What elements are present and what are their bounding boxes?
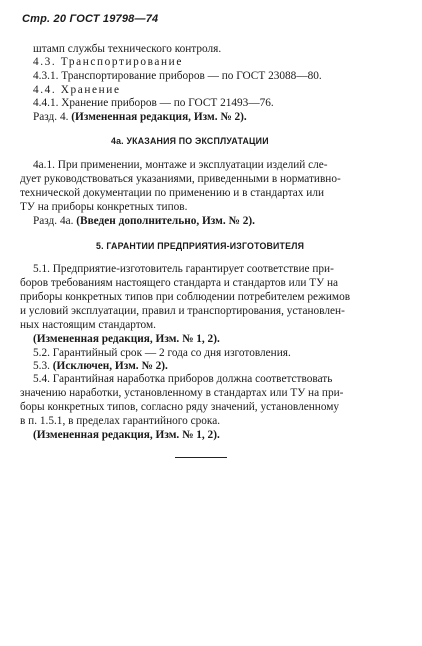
note-text: (Измененная редакция, Изм. № 2). xyxy=(71,111,247,123)
amendment-note: (Измененная редакция, Изм. № 1, 2). xyxy=(33,429,220,441)
clause-number: 5.3. xyxy=(33,360,50,372)
text-line: 5.2. Гарантийный срок — 2 года со дня изготовления. xyxy=(33,347,291,359)
end-rule xyxy=(175,457,227,458)
text-line: 4.3.1. Транспортирование приборов — по ГОСТ 23088—80. xyxy=(33,70,322,82)
note-text: (Введен дополнительно, Изм. № 2). xyxy=(76,215,255,227)
text-line: технической документации по применению и в стандартах или xyxy=(20,187,325,199)
note-prefix: Разд. 4. xyxy=(33,111,69,123)
text-line: 5.1. Предприятие-изготовитель гарантирует соответствие при- xyxy=(33,263,334,275)
page-header: Стр. 20 ГОСТ 19798—74 xyxy=(22,13,159,25)
text-line: ных настоящим стандартом. xyxy=(20,319,156,331)
section-heading-5: 5. ГАРАНТИИ ПРЕДПРИЯТИЯ-ИЗГОТОВИТЕЛЯ xyxy=(96,241,305,251)
section-heading-4a: 4а. УКАЗАНИЯ ПО ЭКСПЛУАТАЦИИ xyxy=(111,136,269,146)
section-note xyxy=(33,215,255,228)
text-line: в п. 1.5.1, в пределах гарантийного срока. xyxy=(20,415,221,427)
text-line: штамп службы технического контроля. xyxy=(33,43,222,55)
subsection-title-storage: 4.4. Хранение xyxy=(33,84,121,96)
text-line: боры конкретных типов, согласно ряду значений, установленному xyxy=(20,401,340,413)
text-line: дует руководствоваться указаниями, приведенными в нормативно- xyxy=(20,173,341,185)
text-line: приборы конкретных типов при соблюдении потребителем режимов xyxy=(20,291,351,303)
text-line: и условий эксплуатации, правил и транспортирования, установлен- xyxy=(20,305,345,317)
text-line: значению наработки, установленному в стандартах или ТУ на при- xyxy=(20,387,344,399)
section-note xyxy=(33,111,247,124)
note-prefix: Разд. 4а. xyxy=(33,215,74,227)
excluded-clause xyxy=(33,360,168,373)
subsection-title-transport: 4.3. Транспортирование xyxy=(33,56,183,68)
text-line: боров требованиям настоящего стандарта и стандартов или ТУ на xyxy=(20,277,339,289)
text-line: 4а.1. При применении, монтаже и эксплуатации изделий сле- xyxy=(33,159,328,171)
text-line: 4.4.1. Хранение приборов — по ГОСТ 21493—76. xyxy=(33,97,274,109)
text-line: ТУ на приборы конкретных типов. xyxy=(20,201,188,213)
clause-note: (Исключен, Изм. № 2). xyxy=(52,360,168,372)
text-line: 5.4. Гарантийная наработка приборов должна соответствовать xyxy=(33,373,333,385)
amendment-note: (Измененная редакция, Изм. № 1, 2). xyxy=(33,333,220,345)
